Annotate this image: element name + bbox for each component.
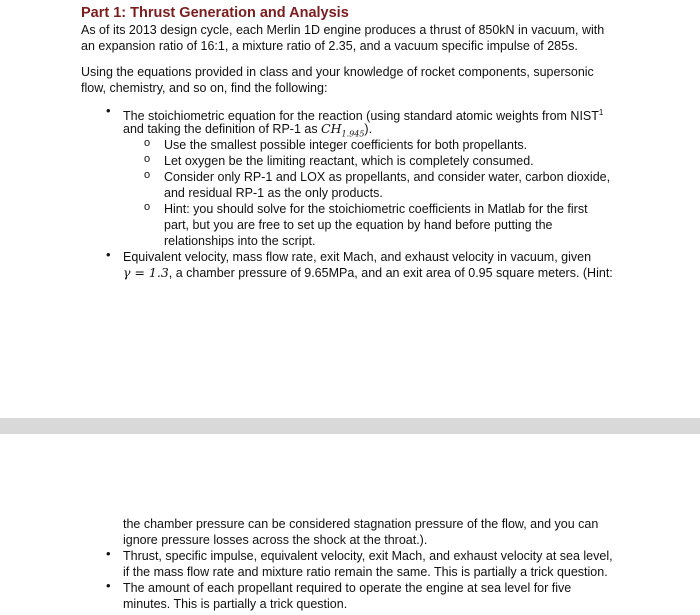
- footnote-mark: 1: [598, 108, 604, 117]
- bullet-marker: •: [106, 578, 111, 593]
- sub-bullet-marker: o: [144, 201, 151, 213]
- sub-item: Use the smallest possible integer coefficients for both propellants.: [164, 138, 528, 152]
- bullet2-line1: Equivalent velocity, mass flow rate, exit Mach, and exhaust velocity in vacuum, given: [123, 250, 592, 264]
- continuation-line: ignore pressure losses across the shock at the throat.).: [123, 533, 428, 547]
- bullet2-line2: [123, 265, 613, 281]
- instructions-line: Using the equations provided in class and your knowledge of rocket components, supersonic: [81, 65, 594, 79]
- bullet1-text: The stoichiometric equation for the reaction (using standard atomic weights from NIST: [123, 109, 599, 124]
- page-divider: [0, 418, 700, 434]
- sub-item: Let oxygen be the limiting reactant, which is completely consumed.: [164, 154, 534, 168]
- bullet3-line: if the mass flow rate and mixture ratio remain the same. This is partially a trick question.: [123, 565, 608, 579]
- bullet-marker: •: [106, 103, 111, 118]
- sub-bullet-marker: o: [144, 137, 151, 149]
- gamma-value: γ = 1.3: [123, 265, 169, 280]
- bullet-marker: •: [106, 546, 111, 561]
- sub-item: and residual RP-1 as the only products.: [164, 186, 383, 200]
- document-page-bottom: [0, 434, 700, 615]
- sub-item: Consider only RP-1 and LOX as propellants, and consider water, carbon dioxide,: [164, 170, 611, 184]
- sub-item: part, but you are free to set up the equation by hand before putting the: [164, 218, 553, 232]
- section-heading: Part 1: Thrust Generation and Analysis: [81, 5, 349, 21]
- intro-line: an expansion ratio of 16:1, a mixture ratio of 2.35, and a vacuum specific impulse of 285s.: [81, 39, 578, 53]
- bullet4-line: minutes. This is partially a trick question.: [123, 597, 348, 611]
- formula-main: CH: [321, 121, 342, 136]
- sub-bullet-marker: o: [144, 153, 151, 165]
- bullet1-text: and taking the definition of RP-1 as: [123, 122, 322, 136]
- formula-subscript: 1.945: [341, 129, 365, 139]
- instructions-line: flow, chemistry, and so on, find the following:: [81, 81, 328, 95]
- bullet2-text: , a chamber pressure of 9.65MPa, and an exit area of 0.95 square meters. (Hint:: [168, 266, 613, 280]
- sub-item: Hint: you should solve for the stoichiometric coefficients in Matlab for the first: [164, 202, 588, 216]
- intro-paragraph: [81, 22, 641, 54]
- bullet4-line: The amount of each propellant required to operate the engine at sea level for five: [123, 581, 572, 595]
- bullet3-line: Thrust, specific impulse, equivalent velocity, exit Mach, and exhaust velocity at sea level,: [123, 549, 613, 563]
- continuation-line: the chamber pressure can be considered stagnation pressure of the flow, and you can: [123, 517, 599, 531]
- instructions-paragraph: [81, 64, 641, 96]
- sub-bullet-marker: o: [144, 169, 151, 181]
- bullet-marker: •: [106, 247, 111, 262]
- sub-item: relationships into the script.: [164, 234, 316, 248]
- bullet1-text-end: ).: [364, 122, 373, 136]
- rp1-formula: [321, 121, 365, 139]
- intro-line: As of its 2013 design cycle, each Merlin 1D engine produces a thrust of 850kN in vacuum, with: [81, 23, 605, 37]
